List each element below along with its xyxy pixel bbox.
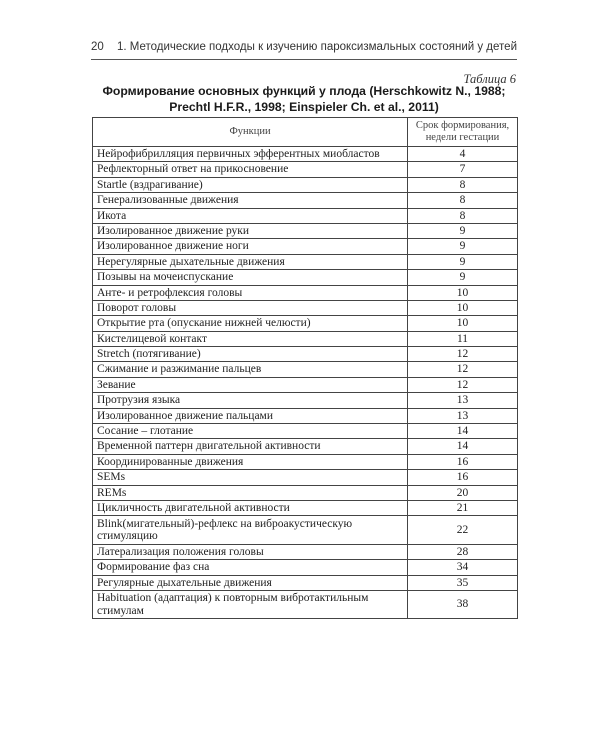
table-row	[93, 408, 518, 423]
weeks-cell: 20	[408, 485, 518, 500]
table-row	[93, 454, 518, 469]
weeks-cell: 13	[408, 393, 518, 408]
table-row	[93, 285, 518, 300]
weeks-cell: 9	[408, 270, 518, 285]
table-body	[93, 147, 518, 619]
table-row	[93, 331, 518, 346]
function-cell: Stretch (потягивание)	[93, 347, 408, 362]
function-cell: Латерализация положения головы	[93, 544, 408, 559]
column-header-term-line-2: недели гестации	[425, 132, 500, 143]
function-cell: Зевание	[93, 377, 408, 392]
table-row	[93, 177, 518, 192]
function-cell: Сосание – глотание	[93, 424, 408, 439]
function-cell: Рефлекторный ответ на прикосновение	[93, 162, 408, 177]
function-cell: Нейрофибрилляция первичных эфферентных миобластов	[93, 147, 408, 162]
weeks-cell: 8	[408, 208, 518, 223]
running-title: 1. Методические подходы к изучению пароксизмальных состояний у детей	[116, 41, 517, 53]
weeks-cell: 12	[408, 347, 518, 362]
function-cell: Поворот головы	[93, 300, 408, 315]
weeks-cell: 14	[408, 439, 518, 454]
weeks-cell: 8	[408, 193, 518, 208]
table-row	[93, 239, 518, 254]
function-cell: Изолированное движение пальцами	[93, 408, 408, 423]
weeks-cell: 10	[408, 285, 518, 300]
function-cell: Генерализованные движения	[93, 193, 408, 208]
table-row	[93, 516, 518, 544]
column-header-function: Функции	[93, 118, 408, 147]
weeks-cell: 12	[408, 377, 518, 392]
weeks-cell: 4	[408, 147, 518, 162]
table-row	[93, 193, 518, 208]
table-row	[93, 316, 518, 331]
column-header-term-line-1: Срок формирования,	[415, 119, 510, 131]
table-row	[93, 470, 518, 485]
table-row	[93, 500, 518, 515]
function-cell: Нерегулярные дыхательные движения	[93, 254, 408, 269]
table-header-row	[93, 118, 518, 147]
table-row	[93, 590, 518, 618]
table-row	[93, 485, 518, 500]
weeks-cell: 12	[408, 362, 518, 377]
function-cell: Blink(мигательный)-рефлекс на виброакустическую стимуляцию	[93, 516, 408, 544]
page-header	[91, 41, 517, 57]
function-cell: Позывы на мочеиспускание	[93, 270, 408, 285]
table-row	[93, 362, 518, 377]
function-cell: Координированные движения	[93, 454, 408, 469]
table-caption-line-2: Prechtl H.F.R., 1998; Einspieler Ch. et al., 2011)	[169, 100, 439, 114]
table-row	[93, 575, 518, 590]
function-cell: Регулярные дыхательные движения	[93, 575, 408, 590]
table-row	[93, 439, 518, 454]
weeks-cell: 16	[408, 454, 518, 469]
column-header-term	[408, 118, 518, 147]
table-row	[93, 300, 518, 315]
function-cell: REMs	[93, 485, 408, 500]
weeks-cell: 16	[408, 470, 518, 485]
weeks-cell: 7	[408, 162, 518, 177]
weeks-cell: 21	[408, 500, 518, 515]
function-cell: Startle (вздрагивание)	[93, 177, 408, 192]
function-cell: Открытие рта (опускание нижней челюсти)	[93, 316, 408, 331]
function-cell: Протрузия языка	[93, 393, 408, 408]
table-row	[93, 223, 518, 238]
weeks-cell: 13	[408, 408, 518, 423]
function-cell: Анте- и ретрофлексия головы	[93, 285, 408, 300]
function-cell: Кистелицевой контакт	[93, 331, 408, 346]
weeks-cell: 9	[408, 223, 518, 238]
weeks-cell: 10	[408, 316, 518, 331]
function-cell: Сжимание и разжимание пальцев	[93, 362, 408, 377]
function-cell: Изолированное движение руки	[93, 223, 408, 238]
function-cell: Временной паттерн двигательной активности	[93, 439, 408, 454]
table-row	[93, 208, 518, 223]
table-row	[93, 560, 518, 575]
weeks-cell: 22	[408, 516, 518, 544]
weeks-cell: 9	[408, 254, 518, 269]
weeks-cell: 28	[408, 544, 518, 559]
page-number: 20	[91, 41, 104, 53]
table-row	[93, 347, 518, 362]
weeks-cell: 14	[408, 424, 518, 439]
weeks-cell: 9	[408, 239, 518, 254]
table-caption-line-1: Формирование основных функций у плода (Herschkowitz N., 1988;	[102, 84, 506, 98]
weeks-cell: 38	[408, 590, 518, 618]
table-row	[93, 544, 518, 559]
function-cell: Икота	[93, 208, 408, 223]
weeks-cell: 11	[408, 331, 518, 346]
table-row	[93, 393, 518, 408]
table-row	[93, 270, 518, 285]
table-row	[93, 162, 518, 177]
table-row	[93, 147, 518, 162]
function-cell: Цикличность двигательной активности	[93, 500, 408, 515]
weeks-cell: 10	[408, 300, 518, 315]
function-cell: Изолированное движение ноги	[93, 239, 408, 254]
function-cell: SEMs	[93, 470, 408, 485]
table-row	[93, 254, 518, 269]
weeks-cell: 34	[408, 560, 518, 575]
table-row	[93, 424, 518, 439]
function-cell: Habituation (адаптация) к повторным вибротактильным стимулам	[93, 590, 408, 618]
table-label: Таблица 6	[463, 72, 516, 86]
weeks-cell: 8	[408, 177, 518, 192]
table-caption	[91, 83, 517, 115]
weeks-cell: 35	[408, 575, 518, 590]
function-cell: Формирование фаз сна	[93, 560, 408, 575]
functions-table	[92, 117, 518, 619]
header-divider	[91, 59, 517, 60]
table-row	[93, 377, 518, 392]
